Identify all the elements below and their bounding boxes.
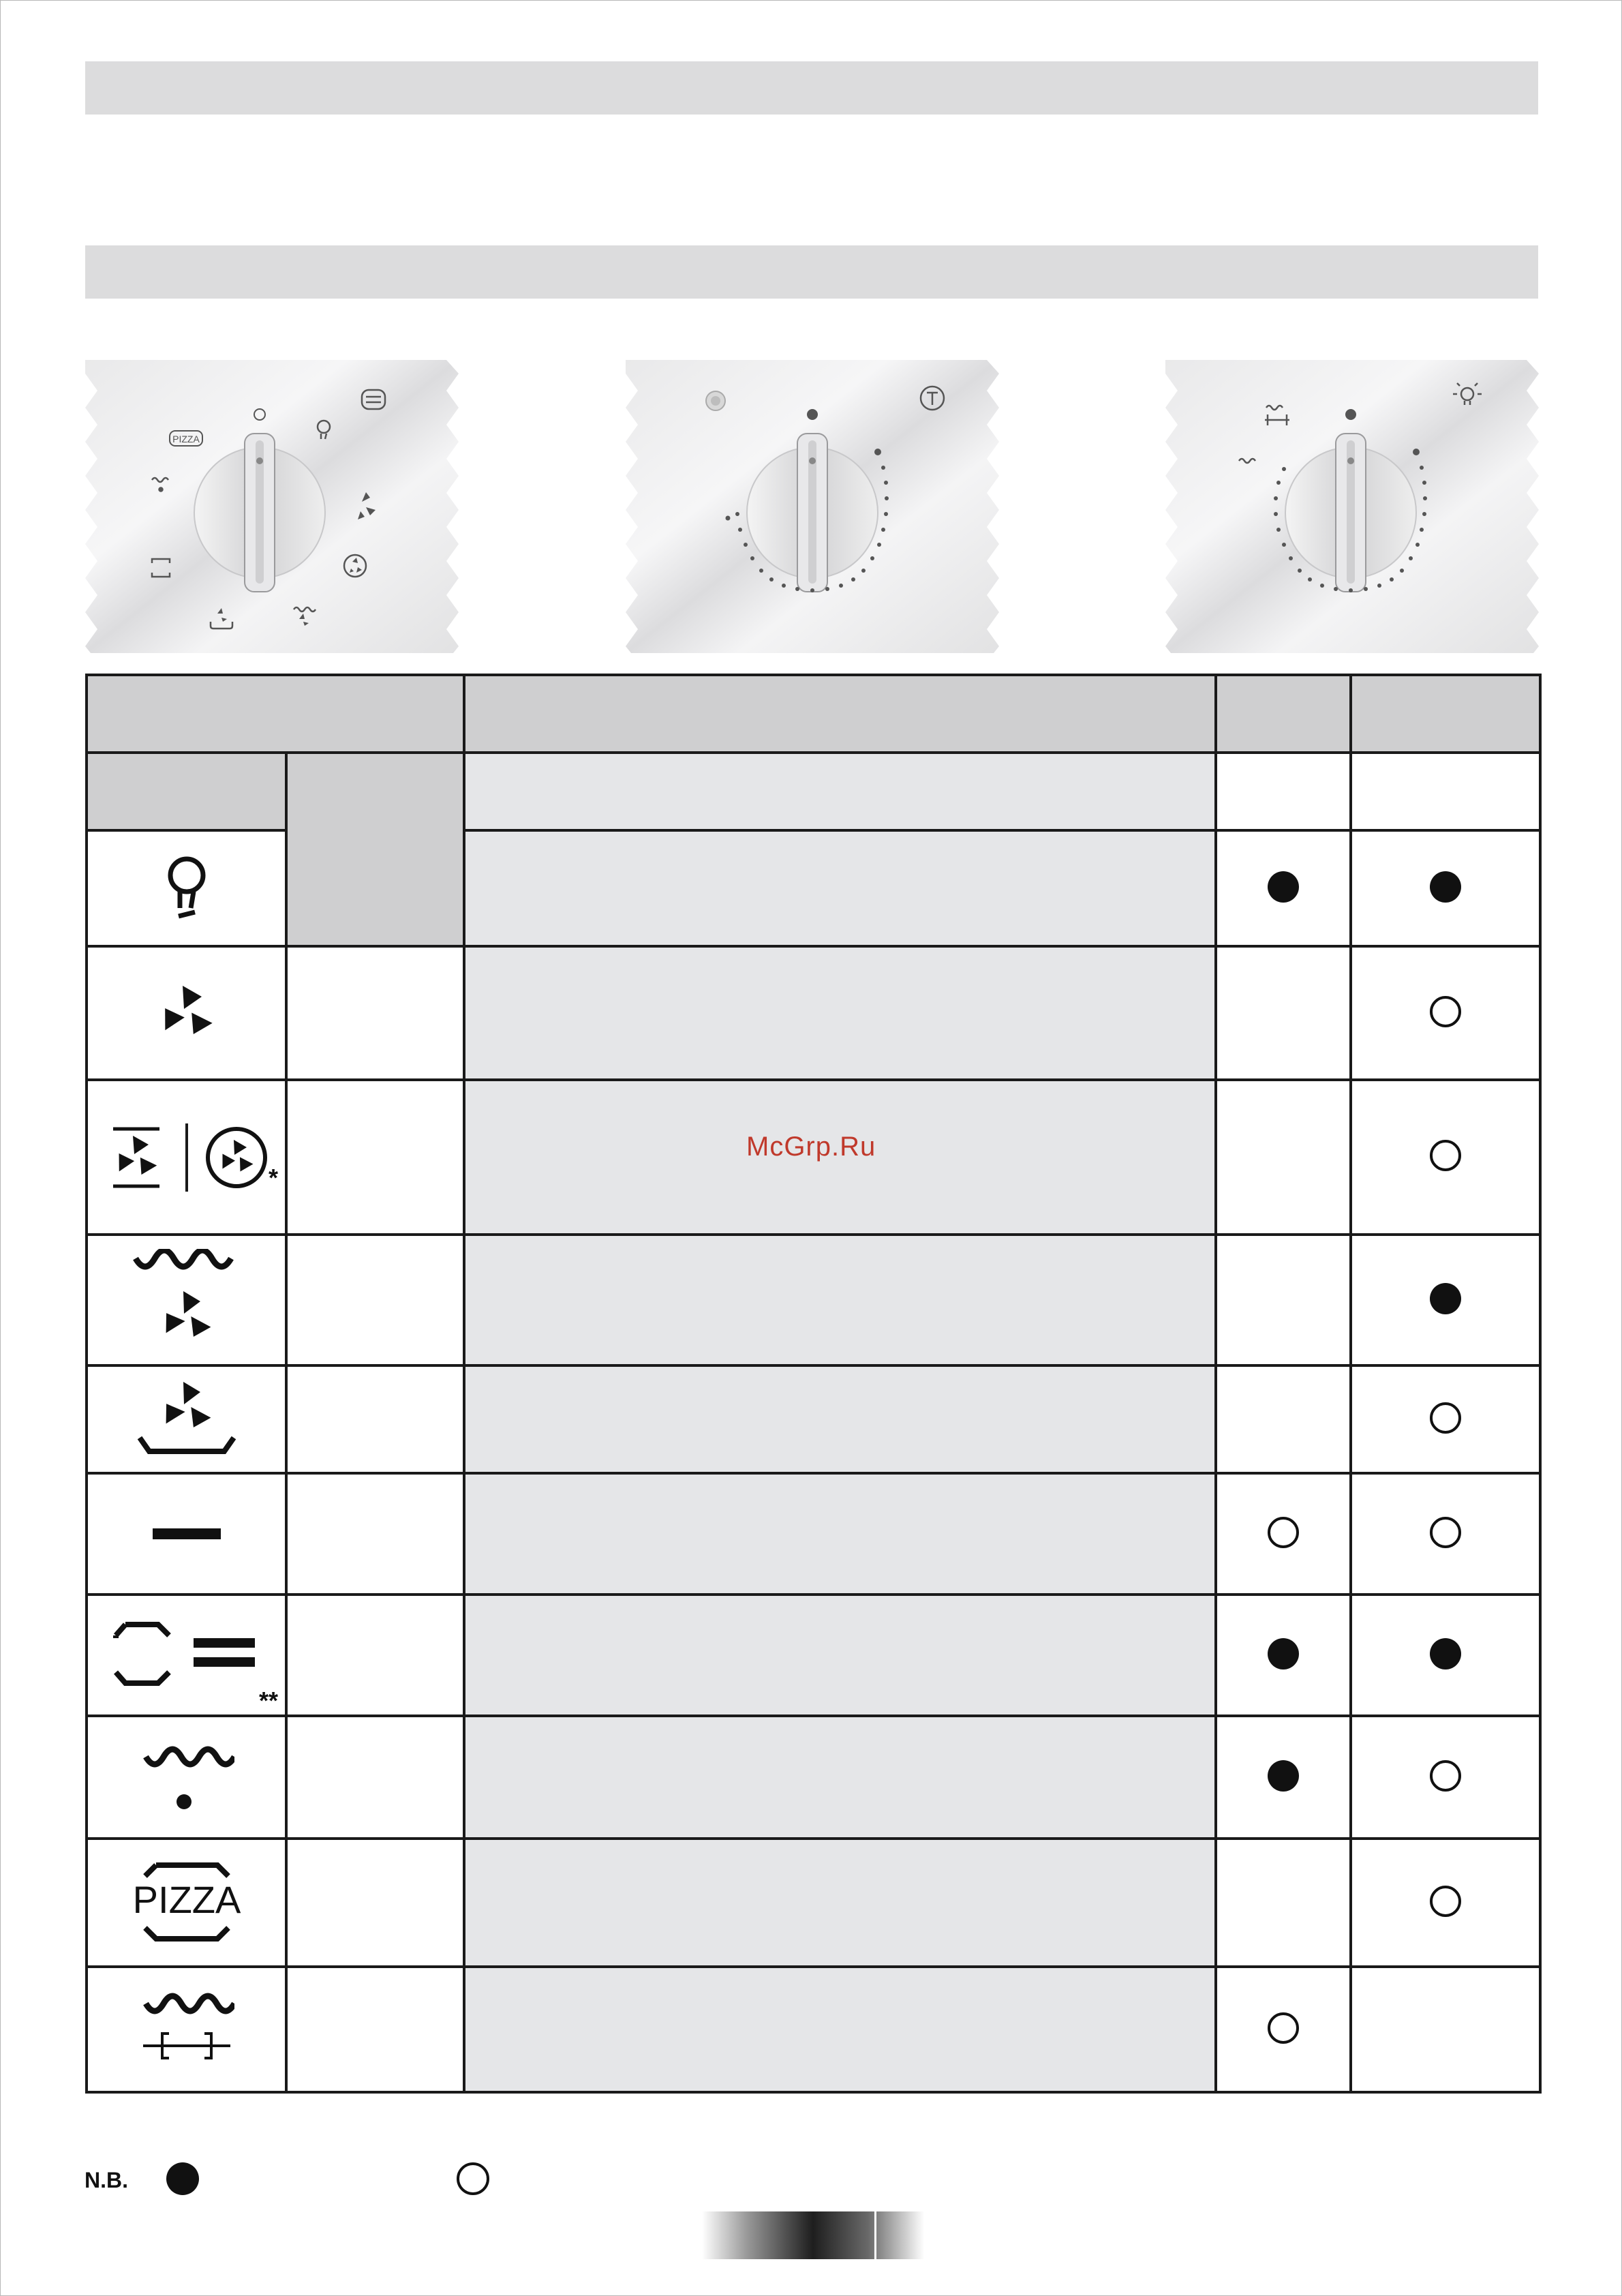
header-description-cell	[464, 675, 1216, 753]
indicator-dot	[1430, 1283, 1461, 1314]
table-subheader-row	[87, 753, 1540, 830]
header-bar-1	[85, 61, 1538, 115]
row-col1-cell	[1216, 1967, 1351, 2092]
svg-text:PIZZA: PIZZA	[132, 1878, 241, 1921]
row-temp-cell	[286, 1967, 464, 2092]
bulb-icon	[159, 851, 214, 926]
row-desc-cell	[464, 1235, 1216, 1365]
indicator-dot	[1430, 1517, 1461, 1548]
row-col2-cell	[1351, 1473, 1540, 1595]
function-selector-panel	[85, 360, 459, 653]
program-table	[85, 674, 1542, 2094]
row-col1-cell	[1216, 1473, 1351, 1595]
indicator-dot	[1430, 1886, 1461, 1917]
row-col2-cell	[1351, 830, 1540, 946]
pizza-icon	[129, 1858, 245, 1947]
row-desc-cell	[464, 1365, 1216, 1473]
footnote-star: *	[268, 1163, 278, 1192]
row-icon-cell	[87, 1967, 286, 2092]
indicator-dot	[1268, 1638, 1299, 1670]
indicator-lamp-icon	[706, 391, 725, 410]
grill-dot-icon	[139, 1736, 234, 1818]
row-temp-cell	[286, 1473, 464, 1595]
indicator-dot	[1430, 1638, 1461, 1670]
subheader-col1-cell	[1216, 753, 1351, 830]
indicator-dot	[1268, 871, 1299, 903]
row-icon-cell	[87, 830, 286, 946]
row-temp-cell	[286, 1716, 464, 1839]
ring-fan-icon	[202, 1123, 271, 1192]
row-col1-cell	[1216, 1080, 1351, 1235]
indicator-dot	[1430, 1140, 1461, 1171]
row-col1-cell	[1216, 1595, 1351, 1716]
rotisserie-icon	[139, 1989, 234, 2070]
subheader-col2-cell	[1351, 753, 1540, 830]
top-bottom-heat-icon	[98, 1618, 275, 1693]
indicator-dot	[1430, 871, 1461, 903]
bottom-heat-fan-icon	[136, 1375, 238, 1464]
footnote-label: N.B.	[85, 2168, 128, 2192]
row-icon-cell	[87, 1365, 286, 1473]
pointer-mark-icon	[1345, 409, 1356, 420]
thermostat-panel	[626, 360, 999, 653]
row-col2-cell	[1351, 1365, 1540, 1473]
row-temp-cell	[286, 1839, 464, 1967]
table-row	[87, 1235, 1540, 1365]
row-col1-cell	[1216, 1365, 1351, 1473]
row-col2-cell	[1351, 1839, 1540, 1967]
table-row	[87, 1473, 1540, 1595]
row-col1-cell	[1216, 830, 1351, 946]
row-icon-cell	[87, 1716, 286, 1839]
subheader-symbol-cell	[87, 753, 286, 830]
indicator-dot	[1268, 1517, 1299, 1548]
row-desc-cell	[464, 1967, 1216, 2092]
row-col2-cell	[1351, 1235, 1540, 1365]
row-col1-cell	[1216, 1235, 1351, 1365]
indicator-dot	[1430, 1760, 1461, 1792]
table-header-row	[87, 675, 1540, 753]
row-col2-cell	[1351, 1080, 1540, 1235]
header-col2-cell	[1351, 675, 1540, 753]
table-row	[87, 1716, 1540, 1839]
row-col1-cell	[1216, 1839, 1351, 1967]
row-desc-cell	[464, 1473, 1216, 1595]
header-bar-2	[85, 245, 1538, 299]
table-row	[87, 1967, 1540, 2092]
row-icon-cell	[87, 1595, 286, 1716]
row-desc-cell	[464, 1595, 1216, 1716]
footnote-star: **	[258, 1687, 278, 1715]
row-icon-cell	[87, 1473, 286, 1595]
row-temp-cell	[286, 1235, 464, 1365]
indicator-dot	[1268, 2012, 1299, 2044]
row-icon-cell	[87, 1839, 286, 1967]
row-col2-cell	[1351, 1595, 1540, 1716]
row-col2-cell	[1351, 946, 1540, 1080]
row-desc-cell	[464, 830, 1216, 946]
legend-empty-dot	[457, 2162, 489, 2195]
subheader-temp-cell	[286, 753, 464, 946]
row-temp-cell	[286, 1080, 464, 1235]
row-col2-cell	[1351, 1967, 1540, 2092]
bottom-element-icon	[153, 1527, 221, 1541]
row-desc-cell	[464, 946, 1216, 1080]
row-temp-cell	[286, 1595, 464, 1716]
grill-fan-icon	[129, 1249, 245, 1351]
legend-filled-dot	[166, 2162, 199, 2195]
subheader-desc-cell	[464, 753, 1216, 830]
table-row	[87, 1595, 1540, 1716]
row-temp-cell	[286, 1365, 464, 1473]
indicator-dot	[1430, 1402, 1461, 1434]
svg-text:PIZZA: PIZZA	[172, 434, 200, 444]
row-col1-cell	[1216, 946, 1351, 1080]
row-icon-cell	[87, 1235, 286, 1365]
row-temp-cell	[286, 946, 464, 1080]
pizza-icon	[170, 431, 202, 446]
header-symbol-cell	[87, 675, 464, 753]
indicator-dot	[1430, 996, 1461, 1027]
indicator-dot	[1268, 1760, 1299, 1792]
page-tab-divider	[874, 2211, 876, 2259]
watermark: McGrp.Ru	[746, 1132, 876, 1162]
table-row	[87, 1839, 1540, 1967]
header-col1-cell	[1216, 675, 1351, 753]
table-row	[87, 946, 1540, 1080]
pointer-mark-icon	[807, 409, 818, 420]
row-col1-cell	[1216, 1716, 1351, 1839]
row-col2-cell	[1351, 1716, 1540, 1839]
row-desc-cell	[464, 1839, 1216, 1967]
timer-panel	[1165, 360, 1539, 653]
row-desc-cell	[464, 1716, 1216, 1839]
fan-with-elements-icon	[109, 1123, 164, 1192]
fan-icon	[156, 982, 217, 1044]
table-row	[87, 1365, 1540, 1473]
page-number-tab	[702, 2211, 924, 2259]
row-icon-cell	[87, 946, 286, 1080]
row-icon-cell	[87, 1080, 286, 1235]
